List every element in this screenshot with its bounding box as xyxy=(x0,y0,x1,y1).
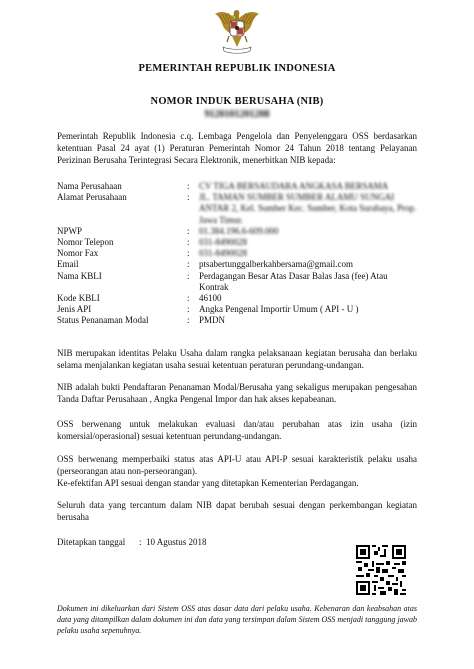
issue-date-colon: : xyxy=(139,537,147,547)
intro-paragraph: Pemerintah Republik Indonesia c.q. Lembaga Pengelola dan Penyelenggara OSS berdasarkan ketentuan Pasal 24 ayat (1) Peraturan Pemerintah Nomor 24 Tahun 2018 tentang Pelayanan Perizinan Berusaha Terintegrasi Secara Elektronik, menerbitkan NIB kepada: xyxy=(57,131,417,166)
paragraph-data-change: Seluruh data yang tercantum dalam NIB dapat berubah sesuai dengan perkembangan kegiatan berusaha xyxy=(57,500,417,523)
field-value: 46100 xyxy=(199,293,222,304)
issue-date-label: Ditetapkan tanggal xyxy=(57,537,126,547)
paragraph-oss-api-status: OSS berwenang memperbaiki status atas API-U atau API-P sesuai karakteristik pelaku usaha (perseorangan atau non-perseorangan). xyxy=(57,454,417,477)
field-value: 031-8490028 xyxy=(199,248,247,259)
issue-date xyxy=(57,537,207,547)
footer-disclaimer: Dokumen ini dikeluarkan dari Sistem OSS atas dasar data dari pelaku usaha. Kebenaran dan keabsahan atas data yang ditampilkan dalam dokumen ini dan data yang tersimpan dalam Sistem OSS menjadi tanggung jawab pelaku usaha sepenuhnya. xyxy=(57,604,417,635)
field-row-phone xyxy=(57,237,417,248)
field-value: 031-8490028 xyxy=(199,237,247,248)
garuda-emblem-icon xyxy=(213,6,261,56)
field-value: CV TIGA BERSAUDARA ANGKASA BERSAMA xyxy=(199,181,389,191)
field-value: ptsabertunggalberkahbersama@gmail.com xyxy=(199,259,353,270)
field-value: Angka Pengenal Importir Umum ( API - U ) xyxy=(199,304,359,315)
field-row-kbli-name xyxy=(57,271,417,293)
field-row-company-name xyxy=(57,181,417,192)
paragraph-oss-evaluation: OSS berwenang untuk melakukan evaluasi dan/atau perubahan atas izin usaha (izin komersial/operasional) sesuai ketentuan perundang-undangan. xyxy=(57,419,417,442)
field-colon: : xyxy=(187,225,190,236)
field-colon: : xyxy=(187,237,190,248)
paragraph-nib-proof: NIB adalah bukti Pendaftaran Penanaman Modal/Berusaha yang sekaligus merupakan pengesahan Tanda Daftar Perusahaan , Angka Pengenal Impor dan hak akses kepabeanan. xyxy=(57,382,417,405)
field-row-kbli-code xyxy=(57,293,417,304)
field-label: Nomor Fax xyxy=(57,248,99,259)
field-label: NPWP xyxy=(57,225,83,236)
field-label: Nama KBLI xyxy=(57,270,102,281)
field-row-company-address xyxy=(57,192,417,226)
field-row-npwp xyxy=(57,226,417,237)
field-value: PMDN xyxy=(199,315,226,326)
field-label: Nama Perusahaan xyxy=(57,181,122,191)
issue-date-value: 10 Agustus 2018 xyxy=(146,537,207,547)
company-fields xyxy=(57,181,417,327)
field-colon: : xyxy=(187,248,190,259)
field-colon: : xyxy=(187,259,190,270)
nib-number-value: 9120101201208 xyxy=(204,109,270,120)
paragraph-oss-api xyxy=(57,453,417,490)
field-row-api-type xyxy=(57,304,417,315)
field-colon: : xyxy=(187,293,190,304)
field-value: Perdagangan Besar Atas Dasar Balas Jasa (fee) Atau Kontrak xyxy=(199,270,388,292)
paragraph-api-effectiveness: Ke-efektifan API sesuai dengan standar yang ditetapkan Kementerian Perdagangan. xyxy=(57,478,359,489)
field-row-investment-status xyxy=(57,315,417,326)
paragraph-nib-identity: NIB merupakan identitas Pelaku Usaha dalam rangka pelaksanaan kegiatan berusaha dan berlaku selama menjalankan kegiatan usaha sesuai ketentuan peraturan perundang-undangan. xyxy=(57,348,417,371)
field-colon: : xyxy=(187,315,190,326)
field-label: Jenis API xyxy=(57,304,92,315)
field-colon: : xyxy=(187,304,190,315)
field-colon: : xyxy=(187,192,190,203)
field-value: JL. TAMAN SUMBER SUMBER ALAMU SUNGAI ANTAR 2, Kel. Sumber Kec. Sumber, Kota Surabaya, Prop. Jawa Timur. xyxy=(199,192,417,225)
qr-code-icon xyxy=(356,545,406,595)
field-label: Status Penanaman Modal xyxy=(57,315,149,326)
field-colon: : xyxy=(187,181,190,191)
page-title: PEMERINTAH REPUBLIK INDONESIA xyxy=(138,63,336,74)
field-label: Kode KBLI xyxy=(57,293,100,304)
field-row-email xyxy=(57,259,417,270)
document-subtitle: NOMOR INDUK BERUSAHA (NIB) xyxy=(150,96,324,107)
field-label: Nomor Telepon xyxy=(57,237,114,248)
field-label: Email xyxy=(57,259,79,270)
nib-number xyxy=(0,109,474,120)
field-value: 01.384.196.6-609.000 xyxy=(199,225,279,236)
field-row-fax xyxy=(57,248,417,259)
field-label: Alamat Perusahaan xyxy=(57,192,127,203)
field-colon: : xyxy=(187,270,190,281)
